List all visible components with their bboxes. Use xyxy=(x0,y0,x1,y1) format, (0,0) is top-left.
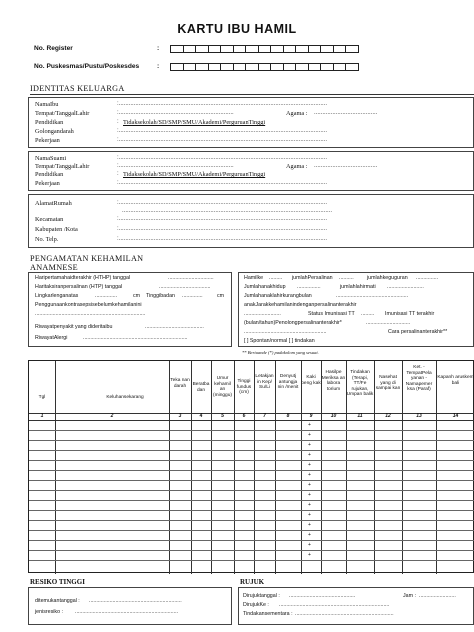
register-colon: : xyxy=(157,45,160,52)
table-row[interactable] xyxy=(29,510,474,511)
lila-unit: cm xyxy=(133,293,141,299)
dirujuk-tanggal-field[interactable]: ............................................. xyxy=(289,593,356,599)
htp-field[interactable]: ................................... xyxy=(159,284,211,290)
anak-hidup-field[interactable]: ................ xyxy=(297,284,321,290)
jenis-resiko-field[interactable]: ...................................................................... xyxy=(75,609,179,615)
col-num-13: 13 xyxy=(416,413,422,419)
col-num-11: 11 xyxy=(357,413,363,419)
riwayat-penyakit-label: Riwayatpenyakit yang dideritaibu xyxy=(35,324,113,330)
agama-suami-label: Agama : xyxy=(286,163,308,170)
alamat-field[interactable]: :............................................................................................................................. xyxy=(117,200,328,206)
col-num-14: 14 xyxy=(452,413,459,419)
kaki-bengkak-mark: + xyxy=(308,502,311,508)
golongan-ibu-label: Golongandarah xyxy=(35,128,74,135)
rujuk-box xyxy=(238,587,474,625)
jumlah-persalinan-field[interactable]: .......... xyxy=(339,275,354,281)
jenis-resiko-label: jenisresiko : xyxy=(35,609,63,615)
puskesmas-label: No. Puskesmas/Pustu/Poskesdes xyxy=(34,63,140,70)
nama-suami-field[interactable]: :............................................................................................................................. xyxy=(117,155,328,161)
col-header-kembali: Kapanh aruskem bali xyxy=(437,375,474,386)
tindakan-sementara-label: Tindakansementara : xyxy=(243,611,293,617)
agama-ibu-field[interactable]: ...................................... xyxy=(314,110,378,116)
ttl-ibu-label: Tempat/TanggalLahir xyxy=(35,110,90,117)
status-tt-label: Status Imunisasi TT xyxy=(308,311,355,317)
pendidikan-ibu-label: Pendidikan xyxy=(35,119,64,126)
nama-suami-label: NamaSuami xyxy=(35,155,67,162)
kecamatan-label: Kecamatan xyxy=(35,216,64,223)
puskesmas-colon: : xyxy=(157,63,160,70)
penolong-field[interactable]: .............................. xyxy=(366,320,411,326)
tinggi-badan-unit: cm xyxy=(217,293,225,299)
ttl-suami-label: Tempat/TanggalLahir xyxy=(35,163,90,170)
agama-ibu-label: Agama : xyxy=(286,110,308,117)
pekerjaan-ibu-label: Pekerjaan xyxy=(35,137,60,144)
col-num-3: 3 xyxy=(178,413,182,419)
kaki-bengkak-mark: + xyxy=(308,442,311,448)
kaki-bengkak-mark: + xyxy=(308,432,311,438)
kaki-bengkak-mark: + xyxy=(308,552,311,558)
resiko-box xyxy=(28,587,232,625)
dirujuk-tanggal-label: Dirujuktanggal : xyxy=(243,593,280,599)
table-row[interactable] xyxy=(29,520,474,521)
tinggi-badan-label: Tinggibadan xyxy=(146,293,175,299)
table-row[interactable] xyxy=(29,500,474,501)
tinggi-badan-field[interactable]: .............. xyxy=(182,293,203,299)
telp-label: No. Telp. xyxy=(35,236,59,243)
pekerjaan-suami-field[interactable]: :............................................................................................................................. xyxy=(117,180,328,186)
kaki-bengkak-mark: + xyxy=(308,482,311,488)
pendidikan-suami-label: Pendidikan xyxy=(35,171,64,178)
rujuk-heading: RUJUK xyxy=(240,578,265,586)
col-header-tekanan: Teka nan darah xyxy=(170,378,190,389)
anamnese-right-box xyxy=(238,272,474,347)
golongan-ibu-field[interactable]: :............................................................................................................................. xyxy=(117,128,328,134)
col-divider xyxy=(346,361,347,574)
table-row[interactable] xyxy=(29,450,474,451)
table-row[interactable] xyxy=(29,430,474,431)
table-row[interactable] xyxy=(29,560,474,561)
kaki-bengkak-mark: + xyxy=(308,472,311,478)
col-num-12: 12 xyxy=(385,413,391,419)
col-divider xyxy=(169,361,170,574)
pendidikan-suami-colon: : xyxy=(117,171,119,177)
col-num-2: 2 xyxy=(110,413,114,419)
ttl-suami-field[interactable]: :..................................................................... xyxy=(117,163,234,169)
dirujuk-ke-field[interactable]: ........................................................................... xyxy=(279,602,390,608)
kaki-bengkak-mark: + xyxy=(308,542,311,548)
col-divider xyxy=(191,361,192,574)
tt-terakhir-field[interactable]: ......... xyxy=(361,311,375,317)
pendidikan-suami-value[interactable]: Tidaksekolah/SD/SMP/SMU/Akademi/PerguruanTinggi xyxy=(123,171,266,178)
ditemukan-field[interactable]: ............................................................... xyxy=(89,598,182,604)
hthp-field[interactable]: ............................... xyxy=(168,275,214,281)
jam-field[interactable]: ......................... xyxy=(419,593,456,599)
col-num-7: 7 xyxy=(263,413,266,419)
col-divider xyxy=(211,361,212,574)
col-divider xyxy=(436,361,437,574)
jumlah-keguguran-field[interactable]: ............... xyxy=(416,275,439,281)
alamat-label: AlamatRumah xyxy=(35,200,72,207)
card-title: KARTU IBU HAMIL xyxy=(177,22,297,36)
kaki-bengkak-mark: + xyxy=(308,452,311,458)
col-divider xyxy=(234,361,235,574)
table-row[interactable] xyxy=(29,530,474,531)
telp-field[interactable]: :............................................................................................................................. xyxy=(117,236,328,242)
col-header-tgl: Tgl xyxy=(38,395,46,400)
tt-terakhir-label: Imunisasi TT terakhir xyxy=(385,311,435,317)
alamat-field-2[interactable]: .............................................................................................................................. xyxy=(122,208,333,214)
pengamatan-heading: PENGAMATAN KEHAMILAN xyxy=(30,254,144,263)
anamnese-heading: ANAMNESE xyxy=(30,263,78,272)
col-header-nasehat: Nasehat yang di sampai kan xyxy=(375,375,401,392)
col-header-keluhan: Keluhansekarang xyxy=(106,395,144,400)
spontan-tindakan-option[interactable]: [ ] Spontan/normal [ ] tindakan xyxy=(244,338,315,344)
kurang-bulan-label: Jumlahanaklahirkurangbulan xyxy=(244,293,312,299)
cara-persalinan-field[interactable]: ........................................................ xyxy=(244,329,327,335)
kabupaten-field[interactable]: :............................................................................................................................. xyxy=(117,226,328,232)
resiko-heading: RESIKO TINGGI xyxy=(30,578,85,586)
hamil-ke-label: Hamilke xyxy=(244,275,264,281)
lahir-mati-label: jumlahlahirmati xyxy=(340,284,376,290)
table-row[interactable] xyxy=(29,540,474,541)
penolong-label: (bulan/tahun)Penolongpersalinanterakhir* xyxy=(244,320,342,326)
puskesmas-boxes[interactable] xyxy=(171,63,359,71)
lila-label: Lingkarlenganatas xyxy=(35,293,79,299)
col-num-9: 9 xyxy=(309,413,313,419)
riwayat-alergi-label: RiwayatAlergi xyxy=(35,335,68,341)
lahir-mati-field[interactable]: ......................... xyxy=(387,284,424,290)
table-row[interactable] xyxy=(29,460,474,461)
col-num-8: 8 xyxy=(286,413,290,419)
col-header-letak: Letakjan in Kep/ Su/Li xyxy=(255,374,274,391)
table-row[interactable] xyxy=(29,480,474,481)
istri-box xyxy=(28,97,474,148)
table-row[interactable] xyxy=(29,550,474,551)
kurang-bulan-field[interactable]: ................................................. xyxy=(336,293,409,299)
col-divider xyxy=(254,361,255,574)
alamat-box xyxy=(28,194,474,248)
riwayat-penyakit-field[interactable]: ........................................ xyxy=(145,324,204,330)
anak-hidup-label: Jumlahanakhidup xyxy=(244,284,286,290)
pendidikan-ibu-value[interactable]: Tidaksekolah/SD/SMP/SMU/Akademi/PerguruanTinggi xyxy=(123,119,266,126)
kaki-bengkak-mark: + xyxy=(308,462,311,468)
col-divider xyxy=(321,361,322,574)
kontrasepsi-label: Penggunaankontrasepsisebelumkehamilanini xyxy=(35,302,142,308)
suami-box xyxy=(28,151,474,191)
kaki-bengkak-mark: + xyxy=(308,492,311,498)
col-divider xyxy=(374,361,375,574)
pengamatan-note: ** Beriuande (*) padakolom yang sesuai. xyxy=(242,350,319,355)
col-header-djj: Denyutj antungja nin /menit xyxy=(277,374,299,391)
col-num-4: 4 xyxy=(199,413,203,419)
riwayat-alergi-field[interactable]: ....................................................................... xyxy=(83,335,188,341)
jumlah-persalinan-label: jumlahPersalinan xyxy=(292,275,333,281)
col-divider xyxy=(402,361,403,574)
col-num-10: 10 xyxy=(330,413,337,419)
jam-label: Jam : xyxy=(403,593,416,599)
col-header-kaki: Kaki beng kak xyxy=(301,375,321,386)
tindakan-sementara-field[interactable]: ................................................................... xyxy=(295,611,394,617)
table-row[interactable] xyxy=(29,490,474,491)
pendidikan-ibu-colon: : xyxy=(117,119,119,125)
register-label: No. Register xyxy=(34,45,73,52)
pekerjaan-ibu-field[interactable]: :............................................................................................................................. xyxy=(117,137,328,143)
kecamatan-field[interactable]: :............................................................................................................................. xyxy=(117,216,328,222)
col-num-5: 5 xyxy=(221,413,224,419)
col-divider xyxy=(301,361,302,574)
status-tt-field[interactable]: ......................... xyxy=(244,311,281,317)
dirujuk-ke-label: DirujukKe : xyxy=(243,602,269,608)
kaki-bengkak-mark: + xyxy=(308,522,311,528)
nama-ibu-label: NamaIbu xyxy=(35,101,59,108)
jarak-kehamilan-label: anakJarakkehamilanindenganpersalinanterakhir xyxy=(244,302,357,308)
kaki-bengkak-mark: + xyxy=(308,422,311,428)
jumlah-keguguran-label: jumlahkeguguran xyxy=(367,275,408,281)
htp-label: Haritaksiranpersalinan (HTP) tanggal xyxy=(35,284,123,290)
lila-field[interactable]: ............... xyxy=(95,293,118,299)
hamil-ke-field[interactable]: ......... xyxy=(269,275,283,281)
col-header-ket: Ket. - TempatPela yanan - Namapemer ksa (Paraf) xyxy=(405,365,433,393)
kontrasepsi-field[interactable]: ........................................................................... xyxy=(35,311,146,317)
pemeriksaan-table xyxy=(28,360,474,573)
ditemukan-label: ditemukantanggal : xyxy=(35,598,80,604)
register-boxes[interactable] xyxy=(171,45,359,53)
table-row[interactable] xyxy=(29,470,474,471)
cara-persalinan-label: Cara persalinanterakhir** xyxy=(388,329,448,335)
col-header-berat: Beratba dan xyxy=(192,382,210,393)
kabupaten-label: Kabupaten /Kota xyxy=(35,226,78,233)
col-num-6: 6 xyxy=(242,413,246,419)
col-header-fundus: Tinggi fundus (cm) xyxy=(236,379,252,396)
kaki-bengkak-mark: + xyxy=(308,532,311,538)
col-num-1: 1 xyxy=(40,413,44,419)
ttl-ibu-field[interactable]: :..................................................................... xyxy=(117,110,234,116)
anamnese-left-box xyxy=(28,272,232,347)
col-header-tindakan: Tindakan (Terapi, TT/Fe rujukan, Umpan balik xyxy=(346,370,374,398)
col-divider xyxy=(55,361,56,574)
number-row-bottom xyxy=(29,420,474,421)
table-row[interactable] xyxy=(29,440,474,441)
kaki-bengkak-mark: + xyxy=(308,512,311,518)
col-header-umur: Umur kehamil an (minggu) xyxy=(213,376,232,398)
nama-ibu-field[interactable]: :............................................................................................................................. xyxy=(117,101,328,107)
col-header-lab: Hasilpe Meriksa an labora torium xyxy=(321,370,346,392)
hthp-label: Haripertamahaidterakhir (HTHP) tanggal xyxy=(35,275,131,281)
col-divider xyxy=(275,361,276,574)
agama-suami-field[interactable]: ...................................... xyxy=(314,163,378,169)
identitas-rule xyxy=(30,94,474,95)
pekerjaan-suami-label: Pekerjaan xyxy=(35,180,60,187)
identitas-heading: IDENTITAS KELUARGA xyxy=(30,84,125,93)
